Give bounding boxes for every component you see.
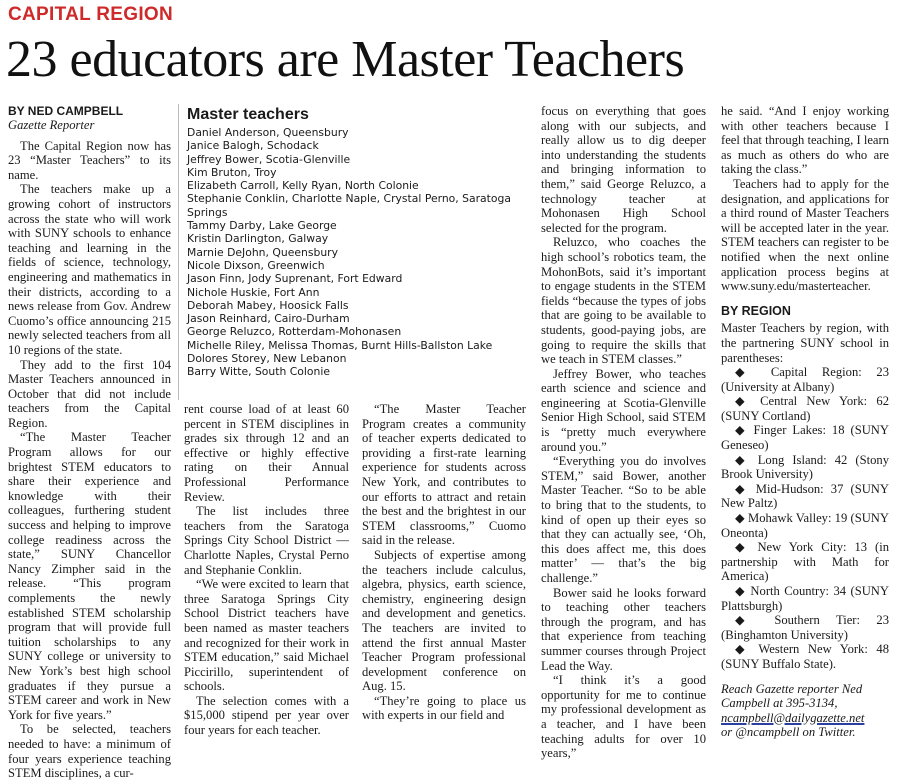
region-item: ◆ Finger Lakes: 18 (SUNY Geneseo) xyxy=(721,423,889,453)
paragraph: he said. “And I enjoy working with other teachers because I feel that through teaching, I learn as much as others do who are taking the class.” xyxy=(721,104,889,177)
by-region-heading: BY REGION xyxy=(721,303,791,318)
list-item: Janice Balogh, Schodack xyxy=(187,139,319,153)
paragraph: focus on everything that goes along with our subjects, and really allow us to dig deeper into understanding the students and bringing information to them,” said George Reluzco, a technology teacher at Mohonasen High School selected for the program. xyxy=(541,104,706,235)
reporter-email-link[interactable]: ncampbell@dailygazette.net xyxy=(721,710,865,725)
list-item: Michelle Riley, Melissa Thomas, Burnt Hills-Ballston Lake xyxy=(187,338,493,352)
region-item: ◆ Western New York: 48 (SUNY Buffalo State). xyxy=(721,642,889,671)
paragraph: They add to the first 104 Master Teachers announced in October that did not include teachers from the Capital Region. xyxy=(8,357,171,430)
paragraph: “The Master Teacher Program creates a community of teacher experts dedicated to providing a first-rate learning experience for students across New York, and contributes to our efforts to attract and retain the best and the brightest in our STEM classrooms,” Cuomo said in the release. xyxy=(362,402,526,548)
paragraph: To be selected, teachers needed to have: a minimum of four years experience teaching STEM disciplines, a cur- xyxy=(8,722,171,781)
list-item: Kim Bruton, Troy xyxy=(187,165,277,179)
paragraph: rent course load of at least 60 percent in STEM disciplines in grades six through 12 and an effective or highly effective rating on their Annual Professional Performance Review. xyxy=(184,402,349,504)
list-item: Nichole Huskie, Fort Ann xyxy=(187,285,320,299)
list-item: Jeffrey Bower, Scotia-Glenville xyxy=(187,152,351,166)
region-item: ◆ Mid-Hudson: 37 (SUNY New Paltz) xyxy=(721,481,889,511)
signature-line-2: or @ncampbell on Twitter. xyxy=(721,725,856,740)
paragraph: “I think it’s a good opportunity for me to continue my professional development as a teacher, and I have been teaching adults for over 10 years,” xyxy=(541,673,706,761)
reporter-signature xyxy=(721,682,889,740)
column-2 xyxy=(184,402,349,738)
list-item: Marnie DeJohn, Queensbury xyxy=(187,245,339,259)
list-item: Kristin Darlington, Galway xyxy=(187,232,329,246)
region-item: ◆ Southern Tier: 23 (Binghamton University) xyxy=(721,613,889,642)
region-item: ◆ Long Island: 42 (Stony Brook University) xyxy=(721,452,889,482)
section-kicker: CAPITAL REGION xyxy=(8,4,174,25)
byline: BY NED CAMPBELL xyxy=(8,104,124,118)
paragraph: “The Master Teacher Program allows for our brightest STEM educators to share their experience and knowledge with their colleagues, furthering student success and helping to improve college readiness across the state,” SUNY Chancellor Nancy Zimpher said in the release. “This program complements the newly established STEM scholarship program that will provide full tuition scholarships to any SUNY college or university to New York’s best high school graduates if they pursue a STEM career and work in New York for five years.” xyxy=(8,430,171,722)
paragraph: Teachers had to apply for the designation, and applications for a third round of Master Teachers will be accepted later in the year. STEM teachers can register to be notified when the next online application process begins at www.suny.edu/masterteacher. xyxy=(721,176,889,294)
paragraph: “We were excited to learn that three Saratoga Springs City School District teachers have been named as master teachers and recognized for their work in STEM education,” said Michael Piccirillo, superintendent of schools. xyxy=(184,577,349,694)
region-item: ◆ North Country: 34 (SUNY Plattsburgh) xyxy=(721,584,889,613)
column-1 xyxy=(8,104,171,781)
list-item: Tammy Darby, Lake George xyxy=(187,219,337,233)
signature-line-1: Reach Gazette reporter Ned Campbell at 395-3134, xyxy=(721,681,863,711)
region-item: ◆ Central New York: 62 (SUNY Cortland) xyxy=(721,394,889,423)
master-teachers-title: Master teachers xyxy=(187,106,309,123)
paragraph: The Capital Region now has 23 “Master Teachers” to its name. xyxy=(8,138,171,182)
paragraph: Subjects of expertise among the teachers include calculus, algebra, physics, earth science, chemistry, engineering design and development and genetics. The teachers are invited to attend the first annual Master Teacher Program professional development conference on Aug. 15. xyxy=(362,547,526,694)
paragraph: The teachers make up a growing cohort of instructors across the state who will work with SUNY schools to enhance teaching and learning in the fields of science, technology, engineering and mathematics in their districts, according to a news release from Gov. Andrew Cuomo’s office announcing 215 newly selected teachers from all 10 regions of the state. xyxy=(8,182,171,357)
paragraph: Jeffrey Bower, who teaches earth science and science and engineering at Scotia-Glenville Senior High School, said STEM is “pretty much everywhere around you.” xyxy=(541,366,706,454)
list-item: Barry Witte, South Colonie xyxy=(187,365,330,379)
region-item: ◆ New York City: 13 (in partnership with Math for America) xyxy=(721,540,889,584)
paragraph: “They’re going to place us with experts in our field and xyxy=(362,693,526,723)
region-item: ◆ Mohawk Valley: 19 (SUNY Oneonta) xyxy=(721,511,889,540)
column-5 xyxy=(721,104,889,740)
paragraph: The selection comes with a $15,000 stipend per year over four years for each teacher. xyxy=(184,693,349,738)
list-item: Stephanie Conklin, Charlotte Naple, Crystal Perno, Saratoga Springs xyxy=(187,192,511,219)
list-item: Jason Finn, Jody Suprenant, Fort Edward xyxy=(187,272,403,286)
paragraph: Bower said he looks forward to teaching other teachers through the program, and has that experience from teaching summer courses through Project Lead the Way. xyxy=(541,585,706,673)
paragraph: Reluzco, who coaches the high school’s robotics team, the MohonBots, said it’s important to engage students in the STEM fields “because the types of jobs that are going to be available to students, good-paying jobs, are going to require the skills that we teach in STEM classes.” xyxy=(541,235,706,367)
list-item: Deborah Mabey, Hoosick Falls xyxy=(187,298,349,312)
region-intro: Master Teachers by region, with the partnering SUNY school in parentheses: xyxy=(721,321,889,365)
headline: 23 educators are Master Teachers xyxy=(6,31,685,88)
list-item: Nicole Dixson, Greenwich xyxy=(187,258,325,272)
master-teachers-box xyxy=(178,104,522,400)
column-3 xyxy=(362,402,526,723)
column-4 xyxy=(541,104,706,761)
paragraph: The list includes three teachers from the Saratoga Springs City School District — Charlotte Naples, Crystal Perno and Stephanie Conklin. xyxy=(184,504,349,577)
paragraph: “Everything you do involves STEM,” said Bower, another Master Teacher. “So to be able to bring that to the students, to kind of open up their eyes so that they can actually see, ‘Oh, this does affect me, this does matter’ — that’s the big challenge.” xyxy=(541,454,706,585)
byline-credit: Gazette Reporter xyxy=(8,118,95,132)
region-item: ◆ Capital Region: 23 (University at Albany) xyxy=(721,365,889,394)
list-item: George Reluzco, Rotterdam-Mohonasen xyxy=(187,325,402,339)
list-item: Elizabeth Carroll, Kelly Ryan, North Colonie xyxy=(187,179,419,193)
list-item: Dolores Storey, New Lebanon xyxy=(187,352,347,366)
list-item: Daniel Anderson, Queensbury xyxy=(187,126,349,139)
list-item: Jason Reinhard, Cairo-Durham xyxy=(187,312,350,326)
